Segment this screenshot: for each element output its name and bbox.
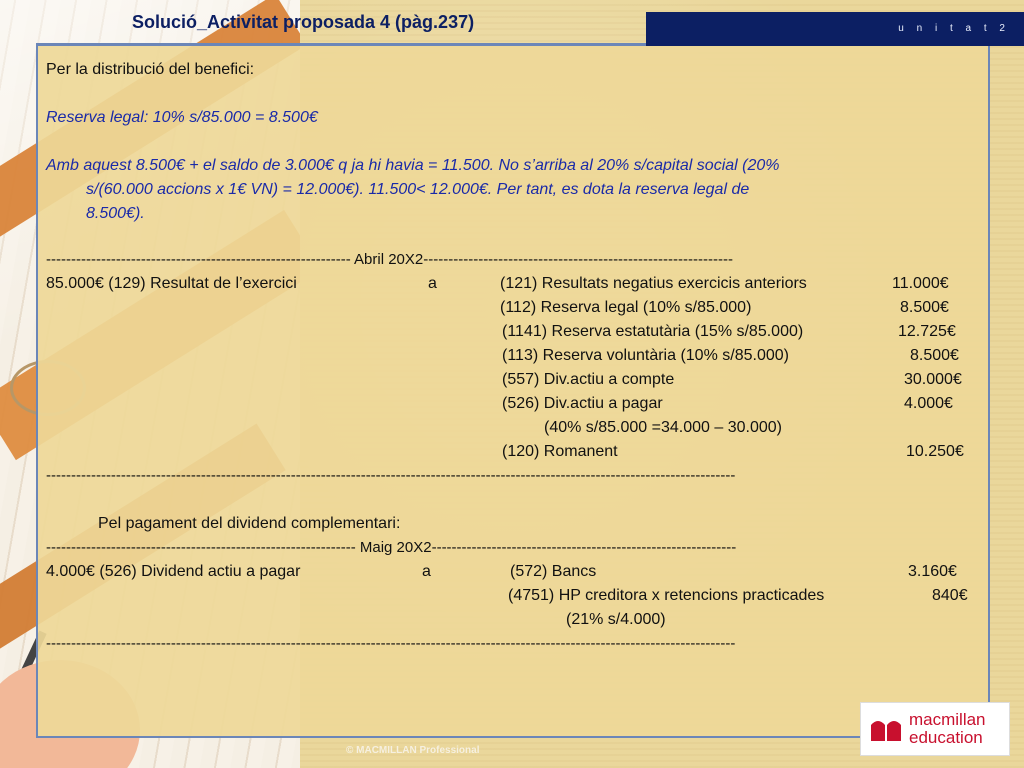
title-rule <box>36 43 646 44</box>
separator-line: ------------------------------------------------------------------------------------------------------------------------------------------ <box>46 635 736 652</box>
reserve-legal-text: Reserva legal: 10% s/85.000 = 8.500€ <box>46 109 318 126</box>
logo-text: education <box>909 728 983 747</box>
entry1-amount: 10.250€ <box>906 443 964 460</box>
entry2-debit: 4.000€ (526) Dividend actiu a pagar <box>46 563 301 580</box>
explanation-line: Amb aquest 8.500€ + el saldo de 3.000€ q ja hi havia = 11.500. No s’arriba al 20% s/capital social (20% <box>46 157 780 174</box>
entry2-amount: 840€ <box>932 587 968 604</box>
entry1-credit: (557) Div.actiu a compte <box>502 371 675 388</box>
entry1-date-line: ------------------------------------------------------------- Abril 20X2-------------------------------------------------------------- <box>46 251 733 268</box>
explanation-line: 8.500€). <box>86 205 145 222</box>
entry2-amount: 3.160€ <box>908 563 957 580</box>
copyright-text: © MACMILLAN Professional <box>346 745 480 756</box>
entry1-amount: 8.500€ <box>910 347 959 364</box>
entry1-to: a <box>428 275 437 292</box>
entry2-credit: (572) Bancs <box>510 563 597 580</box>
entry2-credit: (4751) HP creditora x retencions practicades <box>508 587 825 604</box>
unit-band <box>646 12 1024 46</box>
entry1-credit: (526) Div.actiu a pagar <box>502 395 663 412</box>
intro-text: Per la distribució del benefici: <box>46 61 255 78</box>
entry2-note: (21% s/4.000) <box>566 611 666 628</box>
complement-heading: Pel pagament del dividend complementari: <box>98 515 401 532</box>
entry1-amount: 11.000€ <box>892 275 949 292</box>
logo-text: macmillan <box>909 710 986 729</box>
slide-title: Solució_Activitat proposada 4 (pàg.237) <box>132 12 475 32</box>
entry1-credit: (113) Reserva voluntària (10% s/85.000) <box>502 347 789 364</box>
entry1-credit: (1141) Reserva estatutària (15% s/85.000) <box>502 323 804 340</box>
entry1-amount: 12.725€ <box>898 323 956 340</box>
entry2-to: a <box>422 563 431 580</box>
entry1-credit: (120) Romanent <box>502 443 618 460</box>
entry1-note: (40% s/85.000 =34.000 – 30.000) <box>544 419 782 436</box>
entry1-amount: 8.500€ <box>900 299 949 316</box>
explanation-line: s/(60.000 accions x 1€ VN) = 12.000€). 11.500< 12.000€. Per tant, es dota la reserva legal de <box>86 181 750 198</box>
entry1-debit: 85.000€ (129) Resultat de l’exercici <box>46 275 297 292</box>
macmillan-logo-icon <box>869 713 903 743</box>
entry1-credit: (112) Reserva legal (10% s/85.000) <box>500 299 752 316</box>
macmillan-logo <box>860 702 1010 756</box>
entry1-amount: 4.000€ <box>904 395 953 412</box>
entry1-credit: (121) Resultats negatius exercicis anteriors <box>500 275 807 292</box>
entry2-date-line: -------------------------------------------------------------- Maig 20X2------------------------------------------------------------- <box>46 539 737 556</box>
entry1-amount: 30.000€ <box>904 371 962 388</box>
unit-label: u n i t a t 2 <box>898 23 1010 34</box>
separator-line: ------------------------------------------------------------------------------------------------------------------------------------------ <box>46 467 736 484</box>
